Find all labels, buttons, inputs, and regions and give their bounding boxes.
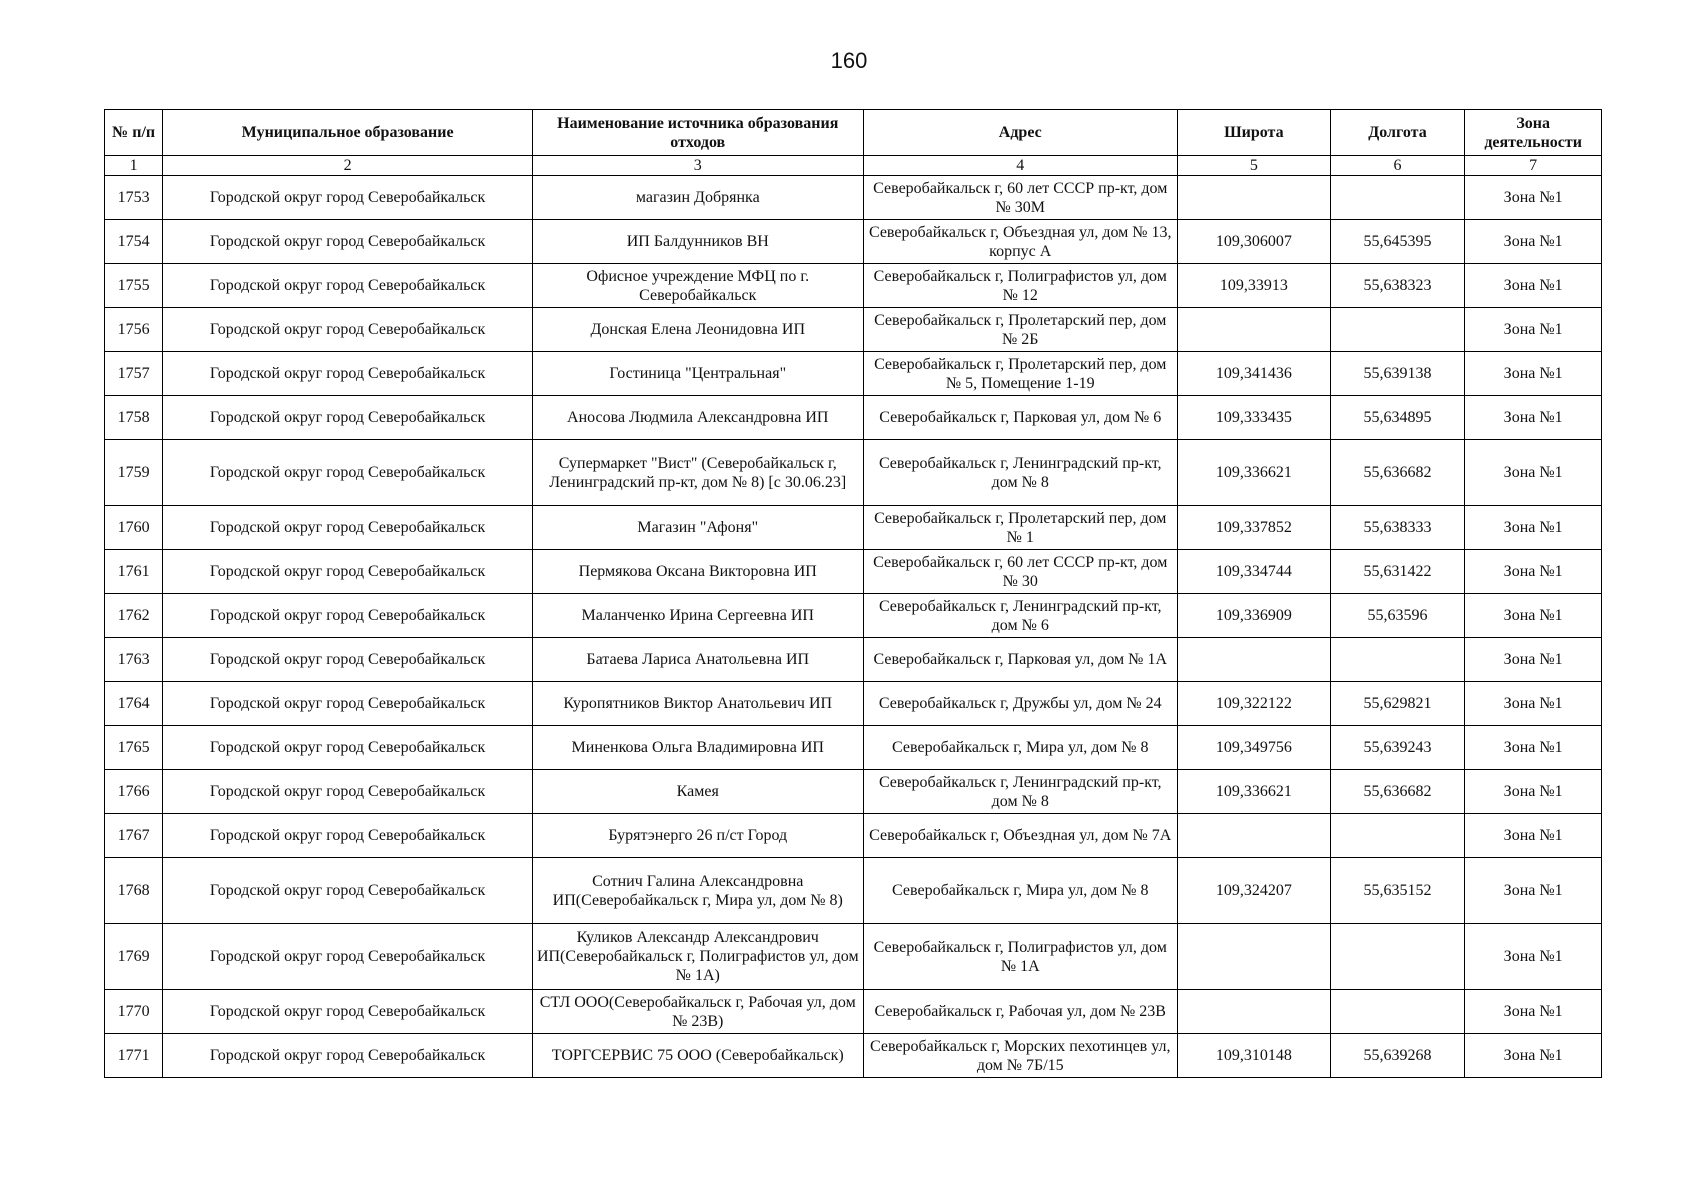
cell-zone: Зона №1	[1465, 550, 1602, 594]
cell-address: Северобайкальск г, Ленинградский пр-кт, дом № 6	[863, 594, 1177, 638]
header-number: № п/п	[105, 110, 163, 156]
cell-address: Северобайкальск г, Парковая ул, дом № 6	[863, 396, 1177, 440]
cell-longitude: 55,629821	[1330, 682, 1465, 726]
table-row	[105, 726, 1602, 770]
cell-longitude: 55,639268	[1330, 1034, 1465, 1078]
cell-source: ИП Балдунников ВН	[532, 220, 863, 264]
cell-source: Куликов Александр Александрович ИП(Северобайкальск г, Полиграфистов ул, дом № 1А)	[532, 924, 863, 990]
cell-longitude: 55,634895	[1330, 396, 1465, 440]
cell-address: Северобайкальск г, Пролетарский пер, дом № 2Б	[863, 308, 1177, 352]
cell-source: Супермаркет "Вист" (Северобайкальск г, Ленинградский пр-кт, дом № 8) [с 30.06.23]	[532, 440, 863, 506]
cell-latitude: 109,322122	[1177, 682, 1330, 726]
cell-address: Северобайкальск г, Ленинградский пр-кт, дом № 8	[863, 770, 1177, 814]
cell-number: 1754	[105, 220, 163, 264]
cell-municipality: Городской округ город Северобайкальск	[163, 682, 533, 726]
cell-longitude	[1330, 990, 1465, 1034]
cell-municipality: Городской округ город Северобайкальск	[163, 352, 533, 396]
cell-municipality: Городской округ город Северобайкальск	[163, 220, 533, 264]
column-number: 4	[863, 156, 1177, 176]
cell-address: Северобайкальск г, 60 лет СССР пр-кт, дом № 30	[863, 550, 1177, 594]
cell-source: ТОРГСЕРВИС 75 ООО (Северобайкальск)	[532, 1034, 863, 1078]
cell-zone: Зона №1	[1465, 726, 1602, 770]
cell-source: магазин Добрянка	[532, 176, 863, 220]
cell-latitude: 109,333435	[1177, 396, 1330, 440]
cell-municipality: Городской округ город Северобайкальск	[163, 176, 533, 220]
cell-number: 1767	[105, 814, 163, 858]
cell-municipality: Городской округ город Северобайкальск	[163, 594, 533, 638]
table-row	[105, 308, 1602, 352]
header-latitude: Широта	[1177, 110, 1330, 156]
cell-address: Северобайкальск г, Дружбы ул, дом № 24	[863, 682, 1177, 726]
table-row	[105, 1034, 1602, 1078]
cell-zone: Зона №1	[1465, 220, 1602, 264]
cell-municipality: Городской округ город Северобайкальск	[163, 440, 533, 506]
cell-source: Маланченко Ирина Сергеевна ИП	[532, 594, 863, 638]
cell-address: Северобайкальск г, Мира ул, дом № 8	[863, 726, 1177, 770]
cell-number: 1753	[105, 176, 163, 220]
cell-source: Сотнич Галина Александровна ИП(Северобайкальск г, Мира ул, дом № 8)	[532, 858, 863, 924]
table-row	[105, 506, 1602, 550]
cell-municipality: Городской округ город Северобайкальск	[163, 990, 533, 1034]
cell-source: Миненкова Ольга Владимировна ИП	[532, 726, 863, 770]
table-body	[105, 176, 1602, 1078]
cell-municipality: Городской округ город Северобайкальск	[163, 924, 533, 990]
cell-municipality: Городской округ город Северобайкальск	[163, 638, 533, 682]
cell-number: 1760	[105, 506, 163, 550]
cell-source: Пермякова Оксана Викторовна ИП	[532, 550, 863, 594]
cell-latitude: 109,349756	[1177, 726, 1330, 770]
cell-municipality: Городской округ город Северобайкальск	[163, 506, 533, 550]
cell-source: Камея	[532, 770, 863, 814]
cell-latitude: 109,306007	[1177, 220, 1330, 264]
cell-latitude	[1177, 638, 1330, 682]
cell-municipality: Городской округ город Северобайкальск	[163, 1034, 533, 1078]
cell-address: Северобайкальск г, 60 лет СССР пр-кт, дом № 30М	[863, 176, 1177, 220]
cell-latitude: 109,337852	[1177, 506, 1330, 550]
cell-address: Северобайкальск г, Объездная ул, дом № 7А	[863, 814, 1177, 858]
table-row	[105, 924, 1602, 990]
cell-latitude	[1177, 990, 1330, 1034]
column-number: 5	[1177, 156, 1330, 176]
cell-latitude: 109,324207	[1177, 858, 1330, 924]
cell-latitude: 109,33913	[1177, 264, 1330, 308]
cell-address: Северобайкальск г, Рабочая ул, дом № 23В	[863, 990, 1177, 1034]
cell-source: СТЛ ООО(Северобайкальск г, Рабочая ул, дом № 23В)	[532, 990, 863, 1034]
cell-address: Северобайкальск г, Пролетарский пер, дом № 1	[863, 506, 1177, 550]
table-row	[105, 550, 1602, 594]
cell-longitude: 55,638323	[1330, 264, 1465, 308]
cell-municipality: Городской округ город Северобайкальск	[163, 550, 533, 594]
cell-municipality: Городской округ город Северобайкальск	[163, 726, 533, 770]
cell-longitude	[1330, 924, 1465, 990]
column-number: 2	[163, 156, 533, 176]
table-row	[105, 770, 1602, 814]
cell-address: Северобайкальск г, Мира ул, дом № 8	[863, 858, 1177, 924]
cell-longitude: 55,638333	[1330, 506, 1465, 550]
cell-longitude	[1330, 176, 1465, 220]
cell-zone: Зона №1	[1465, 814, 1602, 858]
cell-address: Северобайкальск г, Пролетарский пер, дом № 5, Помещение 1-19	[863, 352, 1177, 396]
cell-municipality: Городской округ город Северобайкальск	[163, 770, 533, 814]
cell-address: Северобайкальск г, Полиграфистов ул, дом № 1А	[863, 924, 1177, 990]
cell-address: Северобайкальск г, Парковая ул, дом № 1А	[863, 638, 1177, 682]
cell-longitude	[1330, 814, 1465, 858]
cell-zone: Зона №1	[1465, 594, 1602, 638]
table-row	[105, 352, 1602, 396]
cell-number: 1768	[105, 858, 163, 924]
header-zone: Зона деятельности	[1465, 110, 1602, 156]
cell-latitude	[1177, 924, 1330, 990]
cell-source: Бурятэнерго 26 п/ст Город	[532, 814, 863, 858]
cell-latitude	[1177, 176, 1330, 220]
cell-longitude	[1330, 308, 1465, 352]
header-longitude: Долгота	[1330, 110, 1465, 156]
cell-zone: Зона №1	[1465, 990, 1602, 1034]
cell-municipality: Городской округ город Северобайкальск	[163, 396, 533, 440]
table-row	[105, 682, 1602, 726]
cell-number: 1765	[105, 726, 163, 770]
cell-longitude: 55,631422	[1330, 550, 1465, 594]
cell-zone: Зона №1	[1465, 396, 1602, 440]
cell-number: 1758	[105, 396, 163, 440]
cell-zone: Зона №1	[1465, 638, 1602, 682]
table-row	[105, 858, 1602, 924]
cell-source: Офисное учреждение МФЦ по г. Северобайкальск	[532, 264, 863, 308]
cell-zone: Зона №1	[1465, 176, 1602, 220]
cell-municipality: Городской округ город Северобайкальск	[163, 308, 533, 352]
cell-latitude: 109,334744	[1177, 550, 1330, 594]
table-row	[105, 594, 1602, 638]
table-header-row	[105, 110, 1602, 156]
cell-latitude: 109,336909	[1177, 594, 1330, 638]
cell-latitude: 109,336621	[1177, 770, 1330, 814]
cell-source: Донская Елена Леонидовна ИП	[532, 308, 863, 352]
cell-number: 1766	[105, 770, 163, 814]
cell-source: Магазин "Афоня"	[532, 506, 863, 550]
cell-longitude: 55,63596	[1330, 594, 1465, 638]
cell-latitude	[1177, 308, 1330, 352]
column-number: 3	[532, 156, 863, 176]
cell-zone: Зона №1	[1465, 506, 1602, 550]
column-numbers-row	[105, 156, 1602, 176]
cell-zone: Зона №1	[1465, 264, 1602, 308]
cell-source: Батаева Лариса Анатольевна ИП	[532, 638, 863, 682]
cell-zone: Зона №1	[1465, 682, 1602, 726]
header-municipality: Муниципальное образование	[163, 110, 533, 156]
cell-longitude: 55,636682	[1330, 440, 1465, 506]
cell-longitude: 55,639243	[1330, 726, 1465, 770]
cell-number: 1762	[105, 594, 163, 638]
cell-municipality: Городской округ город Северобайкальск	[163, 814, 533, 858]
cell-source: Гостиница "Центральная"	[532, 352, 863, 396]
cell-number: 1755	[105, 264, 163, 308]
cell-address: Северобайкальск г, Полиграфистов ул, дом № 12	[863, 264, 1177, 308]
cell-zone: Зона №1	[1465, 858, 1602, 924]
cell-longitude	[1330, 638, 1465, 682]
cell-number: 1757	[105, 352, 163, 396]
cell-number: 1770	[105, 990, 163, 1034]
cell-number: 1756	[105, 308, 163, 352]
cell-longitude: 55,645395	[1330, 220, 1465, 264]
cell-zone: Зона №1	[1465, 308, 1602, 352]
table-row	[105, 396, 1602, 440]
cell-source: Куропятников Виктор Анатольевич ИП	[532, 682, 863, 726]
cell-source: Аносова Людмила Александровна ИП	[532, 396, 863, 440]
column-number: 7	[1465, 156, 1602, 176]
cell-zone: Зона №1	[1465, 924, 1602, 990]
cell-number: 1759	[105, 440, 163, 506]
cell-municipality: Городской округ город Северобайкальск	[163, 858, 533, 924]
page-number: 160	[830, 48, 868, 73]
cell-longitude: 55,639138	[1330, 352, 1465, 396]
cell-number: 1763	[105, 638, 163, 682]
cell-latitude	[1177, 814, 1330, 858]
cell-zone: Зона №1	[1465, 1034, 1602, 1078]
table-row	[105, 176, 1602, 220]
header-source: Наименование источника образования отходов	[532, 110, 863, 156]
cell-longitude: 55,636682	[1330, 770, 1465, 814]
column-number: 1	[105, 156, 163, 176]
table-row	[105, 220, 1602, 264]
cell-zone: Зона №1	[1465, 440, 1602, 506]
table-row	[105, 440, 1602, 506]
table-row	[105, 990, 1602, 1034]
cell-zone: Зона №1	[1465, 770, 1602, 814]
cell-address: Северобайкальск г, Морских пехотинцев ул, дом № 7Б/15	[863, 1034, 1177, 1078]
cell-zone: Зона №1	[1465, 352, 1602, 396]
cell-longitude: 55,635152	[1330, 858, 1465, 924]
cell-latitude: 109,310148	[1177, 1034, 1330, 1078]
cell-latitude: 109,336621	[1177, 440, 1330, 506]
cell-number: 1764	[105, 682, 163, 726]
column-number: 6	[1330, 156, 1465, 176]
cell-address: Северобайкальск г, Ленинградский пр-кт, дом № 8	[863, 440, 1177, 506]
table-row	[105, 264, 1602, 308]
header-address: Адрес	[863, 110, 1177, 156]
cell-latitude: 109,341436	[1177, 352, 1330, 396]
table-row	[105, 814, 1602, 858]
table-row	[105, 638, 1602, 682]
cell-municipality: Городской округ город Северобайкальск	[163, 264, 533, 308]
cell-number: 1769	[105, 924, 163, 990]
cell-number: 1771	[105, 1034, 163, 1078]
cell-address: Северобайкальск г, Объездная ул, дом № 13, корпус А	[863, 220, 1177, 264]
cell-number: 1761	[105, 550, 163, 594]
waste-sources-table	[104, 109, 1602, 1078]
